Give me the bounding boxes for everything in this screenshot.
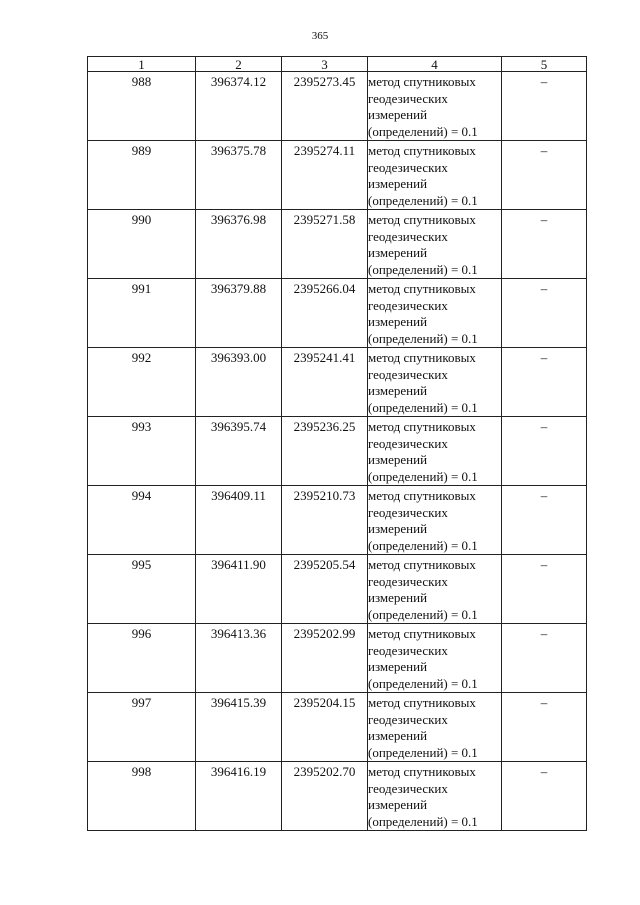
x-coordinate-cell: 396375.78: [196, 141, 282, 210]
y-coordinate-cell: 2395202.70: [282, 762, 368, 831]
table-row: [88, 72, 587, 141]
method-line: измерений: [368, 728, 428, 743]
table-row: [88, 555, 587, 624]
y-coordinate-cell: 2395241.41: [282, 348, 368, 417]
note-cell: –: [502, 762, 587, 831]
method-line: метод спутниковых: [368, 488, 476, 503]
method-line: измерений: [368, 521, 428, 536]
column-header: 4: [368, 57, 502, 72]
method-line: метод спутниковых: [368, 74, 476, 89]
x-coordinate-cell: 396374.12: [196, 72, 282, 141]
method-line: (определений) = 0.1: [368, 675, 478, 691]
note-cell: –: [502, 210, 587, 279]
method-cell: [368, 141, 502, 210]
table-row: [88, 141, 587, 210]
method-line: (определений) = 0.1: [368, 744, 478, 760]
x-coordinate-cell: 396393.00: [196, 348, 282, 417]
method-line: геодезических: [368, 711, 448, 727]
method-line: (определений) = 0.1: [368, 606, 478, 622]
method-line: (определений) = 0.1: [368, 261, 478, 277]
note-cell: –: [502, 693, 587, 762]
table-row: [88, 348, 587, 417]
method-line: (определений) = 0.1: [368, 123, 478, 139]
column-header: 3: [282, 57, 368, 72]
method-cell: [368, 72, 502, 141]
method-cell: [368, 417, 502, 486]
point-number-cell: 988: [88, 72, 196, 141]
method-line: геодезических: [368, 159, 448, 175]
y-coordinate-cell: 2395205.54: [282, 555, 368, 624]
method-line: метод спутниковых: [368, 419, 476, 434]
x-coordinate-cell: 396411.90: [196, 555, 282, 624]
x-coordinate-cell: 396395.74: [196, 417, 282, 486]
method-cell: [368, 348, 502, 417]
method-line: метод спутниковых: [368, 350, 476, 365]
method-line: измерений: [368, 590, 428, 605]
table-row: [88, 486, 587, 555]
method-line: измерений: [368, 383, 428, 398]
method-line: (определений) = 0.1: [368, 468, 478, 484]
y-coordinate-cell: 2395273.45: [282, 72, 368, 141]
method-line: метод спутниковых: [368, 281, 476, 296]
method-line: измерений: [368, 107, 428, 122]
method-cell: [368, 624, 502, 693]
y-coordinate-cell: 2395274.11: [282, 141, 368, 210]
x-coordinate-cell: 396416.19: [196, 762, 282, 831]
column-header: 5: [502, 57, 587, 72]
coordinates-table: [87, 56, 587, 831]
point-number-cell: 998: [88, 762, 196, 831]
table-header-row: [88, 57, 587, 72]
method-line: (определений) = 0.1: [368, 330, 478, 346]
note-cell: –: [502, 72, 587, 141]
y-coordinate-cell: 2395210.73: [282, 486, 368, 555]
method-line: измерений: [368, 797, 428, 812]
table-row: [88, 279, 587, 348]
method-line: метод спутниковых: [368, 695, 476, 710]
method-line: геодезических: [368, 642, 448, 658]
method-line: измерений: [368, 314, 428, 329]
x-coordinate-cell: 396413.36: [196, 624, 282, 693]
method-line: геодезических: [368, 435, 448, 451]
method-cell: [368, 279, 502, 348]
x-coordinate-cell: 396379.88: [196, 279, 282, 348]
y-coordinate-cell: 2395266.04: [282, 279, 368, 348]
method-line: (определений) = 0.1: [368, 537, 478, 553]
note-cell: –: [502, 624, 587, 693]
point-number-cell: 989: [88, 141, 196, 210]
method-line: геодезических: [368, 504, 448, 520]
point-number-cell: 990: [88, 210, 196, 279]
y-coordinate-cell: 2395236.25: [282, 417, 368, 486]
note-cell: –: [502, 417, 587, 486]
method-cell: [368, 486, 502, 555]
x-coordinate-cell: 396376.98: [196, 210, 282, 279]
note-cell: –: [502, 486, 587, 555]
method-cell: [368, 210, 502, 279]
y-coordinate-cell: 2395204.15: [282, 693, 368, 762]
note-cell: –: [502, 141, 587, 210]
table-row: [88, 210, 587, 279]
method-cell: [368, 693, 502, 762]
column-header: 2: [196, 57, 282, 72]
y-coordinate-cell: 2395271.58: [282, 210, 368, 279]
note-cell: –: [502, 279, 587, 348]
method-line: геодезических: [368, 780, 448, 796]
table-row: [88, 624, 587, 693]
method-line: метод спутниковых: [368, 212, 476, 227]
method-line: измерений: [368, 245, 428, 260]
method-line: измерений: [368, 452, 428, 467]
point-number-cell: 996: [88, 624, 196, 693]
x-coordinate-cell: 396409.11: [196, 486, 282, 555]
point-number-cell: 994: [88, 486, 196, 555]
method-cell: [368, 762, 502, 831]
table-row: [88, 693, 587, 762]
point-number-cell: 995: [88, 555, 196, 624]
method-line: геодезических: [368, 228, 448, 244]
x-coordinate-cell: 396415.39: [196, 693, 282, 762]
method-line: измерений: [368, 659, 428, 674]
page-number: 365: [311, 30, 329, 42]
y-coordinate-cell: 2395202.99: [282, 624, 368, 693]
method-line: метод спутниковых: [368, 557, 476, 572]
point-number-cell: 992: [88, 348, 196, 417]
method-line: геодезических: [368, 297, 448, 313]
point-number-cell: 997: [88, 693, 196, 762]
column-header: 1: [88, 57, 196, 72]
method-cell: [368, 555, 502, 624]
method-line: геодезических: [368, 573, 448, 589]
method-line: метод спутниковых: [368, 143, 476, 158]
method-line: (определений) = 0.1: [368, 399, 478, 415]
point-number-cell: 991: [88, 279, 196, 348]
method-line: (определений) = 0.1: [368, 192, 478, 208]
method-line: метод спутниковых: [368, 626, 476, 641]
table-row: [88, 417, 587, 486]
note-cell: –: [502, 348, 587, 417]
method-line: метод спутниковых: [368, 764, 476, 779]
table-row: [88, 762, 587, 831]
note-cell: –: [502, 555, 587, 624]
point-number-cell: 993: [88, 417, 196, 486]
method-line: (определений) = 0.1: [368, 813, 478, 829]
method-line: измерений: [368, 176, 428, 191]
method-line: геодезических: [368, 366, 448, 382]
method-line: геодезических: [368, 90, 448, 106]
